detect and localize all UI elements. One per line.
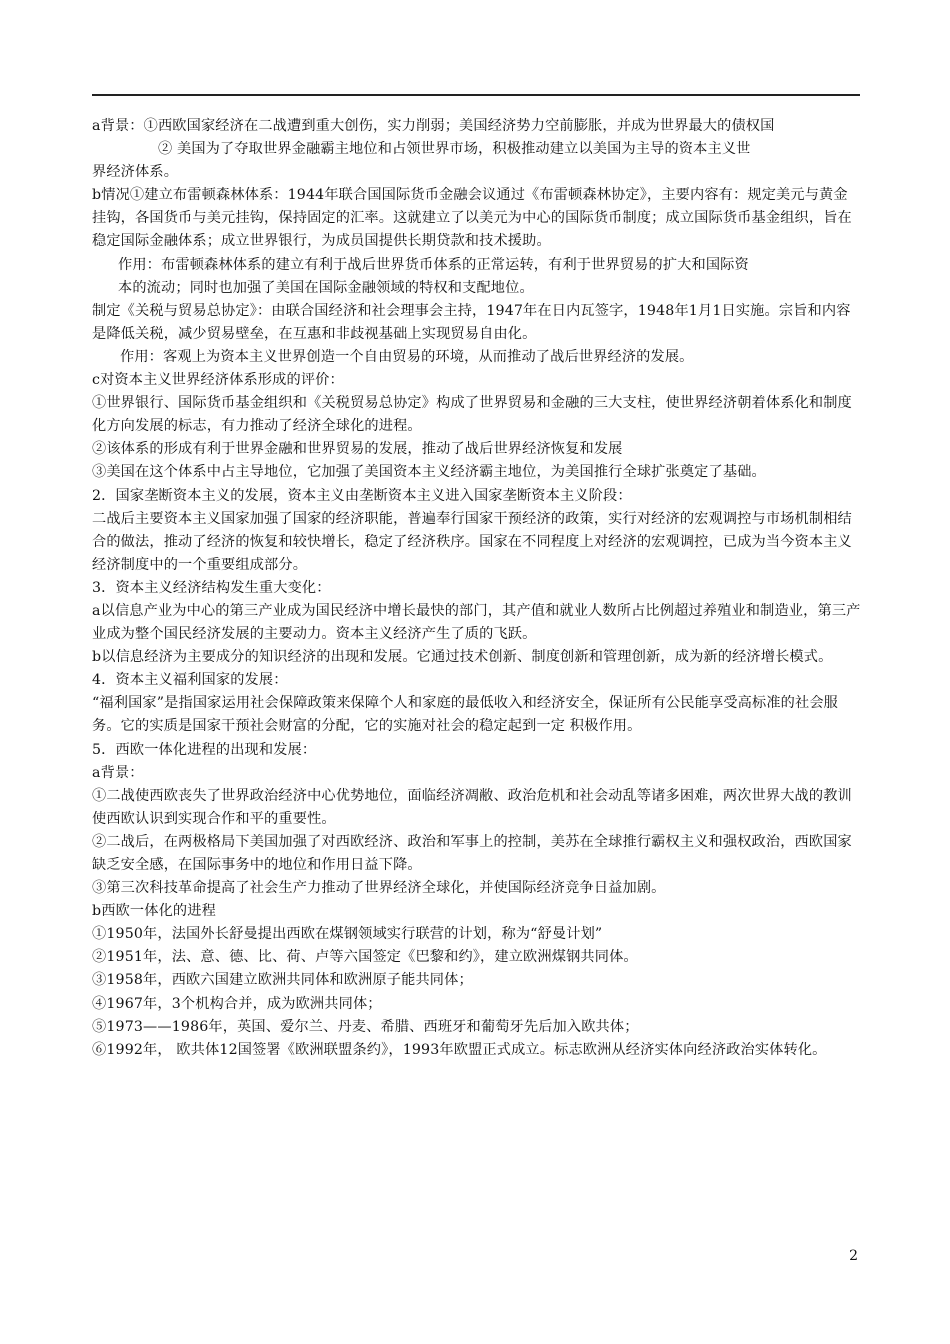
paragraph: b以信息经济为主要成分的知识经济的出现和发展。它通过技术创新、制度创新和管理创新，成为新的经济增长模式。 bbox=[92, 649, 833, 666]
paragraph: a以信息产业为中心的第三产业成为国民经济中增长最快的部门，其产值和就业人数所占比例超过养殖业和制造业，第三产业成为整个国民经济发展的主要动力。资本主义经济产生了质的飞跃。 bbox=[92, 602, 861, 643]
paragraph: 二战后主要资本主义国家加强了国家的经济职能，普遍奉行国家干预经济的政策，实行对经济的宏观调控与市场机制相结合的做法，推动了经济的恢复和较快增长，稳定了经济秩序。国家在不同程度上对经济的宏观调控，已成为当今资本主义经济制度中的一个重要组成部分。 bbox=[92, 510, 852, 573]
paragraph: ①1950年，法国外长舒曼提出西欧在煤钢领域实行联营的计划，称为“舒曼计划” bbox=[92, 926, 603, 943]
paragraph: ③第三次科技革命提高了社会生产力推动了世界经济全球化，并使国际经济竞争日益加剧。 bbox=[92, 880, 666, 897]
paragraph: 作用：布雷顿森林体系的建立有利于战后世界货币体系的正常运转，有利于世界贸易的扩大和国际资 bbox=[118, 256, 749, 273]
paragraph: ①二战使西欧丧失了世界政治经济中心优势地位，面临经济凋敝、政治危机和社会动乱等诸多困难，两次世界大战的教训使西欧认识到实现合作和平的重要性。 bbox=[92, 787, 852, 827]
paragraph: ④1967年，3个机构合并，成为欧洲共同体； bbox=[92, 995, 382, 1012]
paragraph: ③美国在这个体系中占主导地位，它加强了美国资本主义经济霸主地位，为美国推行全球扩张奠定了基础。 bbox=[92, 464, 766, 481]
paragraph: ③1958年，西欧六国建立欧洲共同体和欧洲原子能共同体； bbox=[92, 972, 473, 989]
paragraph: c对资本主义世界经济体系形成的评价： bbox=[92, 372, 344, 389]
paragraph: ⑤1973——1986年，英国、爱尔兰、丹麦、希腊、西班牙和葡萄牙先后加入欧共体； bbox=[92, 1018, 639, 1035]
paragraph: ②1951年，法、意、德、比、荷、卢等六国签定《巴黎和约》，建立欧洲煤钢共同体。 bbox=[92, 949, 638, 966]
paragraph: 3．资本主义经济结构发生重大变化： bbox=[92, 579, 331, 596]
paragraph: a背景：①西欧国家经济在二战遭到重大创伤，实力削弱；美国经济势力空前膨胀，并成为世界最大的债权国 bbox=[92, 118, 775, 134]
paragraph: 本的流动；同时也加强了美国在国际金融领域的特权和支配地位。 bbox=[118, 279, 534, 296]
paragraph: b情况①建立布雷顿森林体系：1944年联合国国际货币金融会议通过《布雷顿森林协定》，主要内容有：规定美元与黄金挂钩，各国货币与美元挂钩，保持固定的汇率。这就建立了以美元为中心的国际货币制度；成立国际货币基金组织，旨在稳定国际金融体系；成立世界银行，为成员国提供长期贷款和技术援助。 bbox=[92, 187, 852, 250]
paragraph: ②二战后，在两极格局下美国加强了对西欧经济、政治和军事上的控制，美苏在全球推行霸权主义和强权政治，西欧国家缺乏安全感，在国际事务中的地位和作用日益下降。 bbox=[92, 833, 852, 873]
paragraph: 5．西欧一体化进程的出现和发展： bbox=[92, 741, 317, 758]
paragraph: a背景： bbox=[92, 764, 144, 781]
paragraph: ①世界银行、国际货币基金组织和《关税贸易总协定》构成了世界贸易和金融的三大支柱，使世界经济朝着体系化和制度化方向发展的标志，有力推动了经济全球化的进程。 bbox=[92, 395, 852, 435]
paragraph: b西欧一体化的进程 bbox=[92, 903, 216, 920]
paragraph: 制定《关税与贸易总协定》：由联合国经济和社会理事会主持，1947年在日内瓦签字，1948年1月1日实施。宗旨和内容是降低关税，减少贸易壁垒，在互惠和非歧视基础上实现贸易自由化。 bbox=[92, 302, 851, 342]
paragraph: 4．资本主义福利国家的发展： bbox=[92, 672, 288, 689]
paragraph: ⑥1992年， 欧共体12国签署《欧洲联盟条约》，1993年欧盟正式成立。标志欧洲从经济实体向经济政治实体转化。 bbox=[92, 1041, 827, 1058]
page-number: 2 bbox=[849, 1248, 858, 1264]
document-page bbox=[92, 0, 862, 1344]
paragraph: 作用：客观上为资本主义世界创造一个自由贸易的环境，从而推动了战后世界经济的发展。 bbox=[120, 348, 694, 365]
paragraph: ②该体系的形成有利于世界金融和世界贸易的发展，推动了战后世界经济恢复和发展 bbox=[92, 441, 623, 458]
header-rule bbox=[92, 94, 860, 96]
paragraph: ② 美国为了夺取世界金融霸主地位和占领世界市场，积极推动建立以美国为主导的资本主义世 bbox=[158, 141, 751, 158]
document-body bbox=[92, 115, 862, 1062]
paragraph: 界经济体系。 bbox=[92, 164, 179, 181]
paragraph: 2．国家垄断资本主义的发展，资本主义由垄断资本主义进入国家垄断资本主义阶段： bbox=[92, 487, 632, 504]
paragraph: “福利国家”是指国家运用社会保障政策来保障个人和家庭的最低收入和经济安全，保证所有公民能享受高标准的社会服务。它的实质是国家干预社会财富的分配，它的实施对社会的稳定起到一定 积极作用。 bbox=[92, 695, 839, 735]
